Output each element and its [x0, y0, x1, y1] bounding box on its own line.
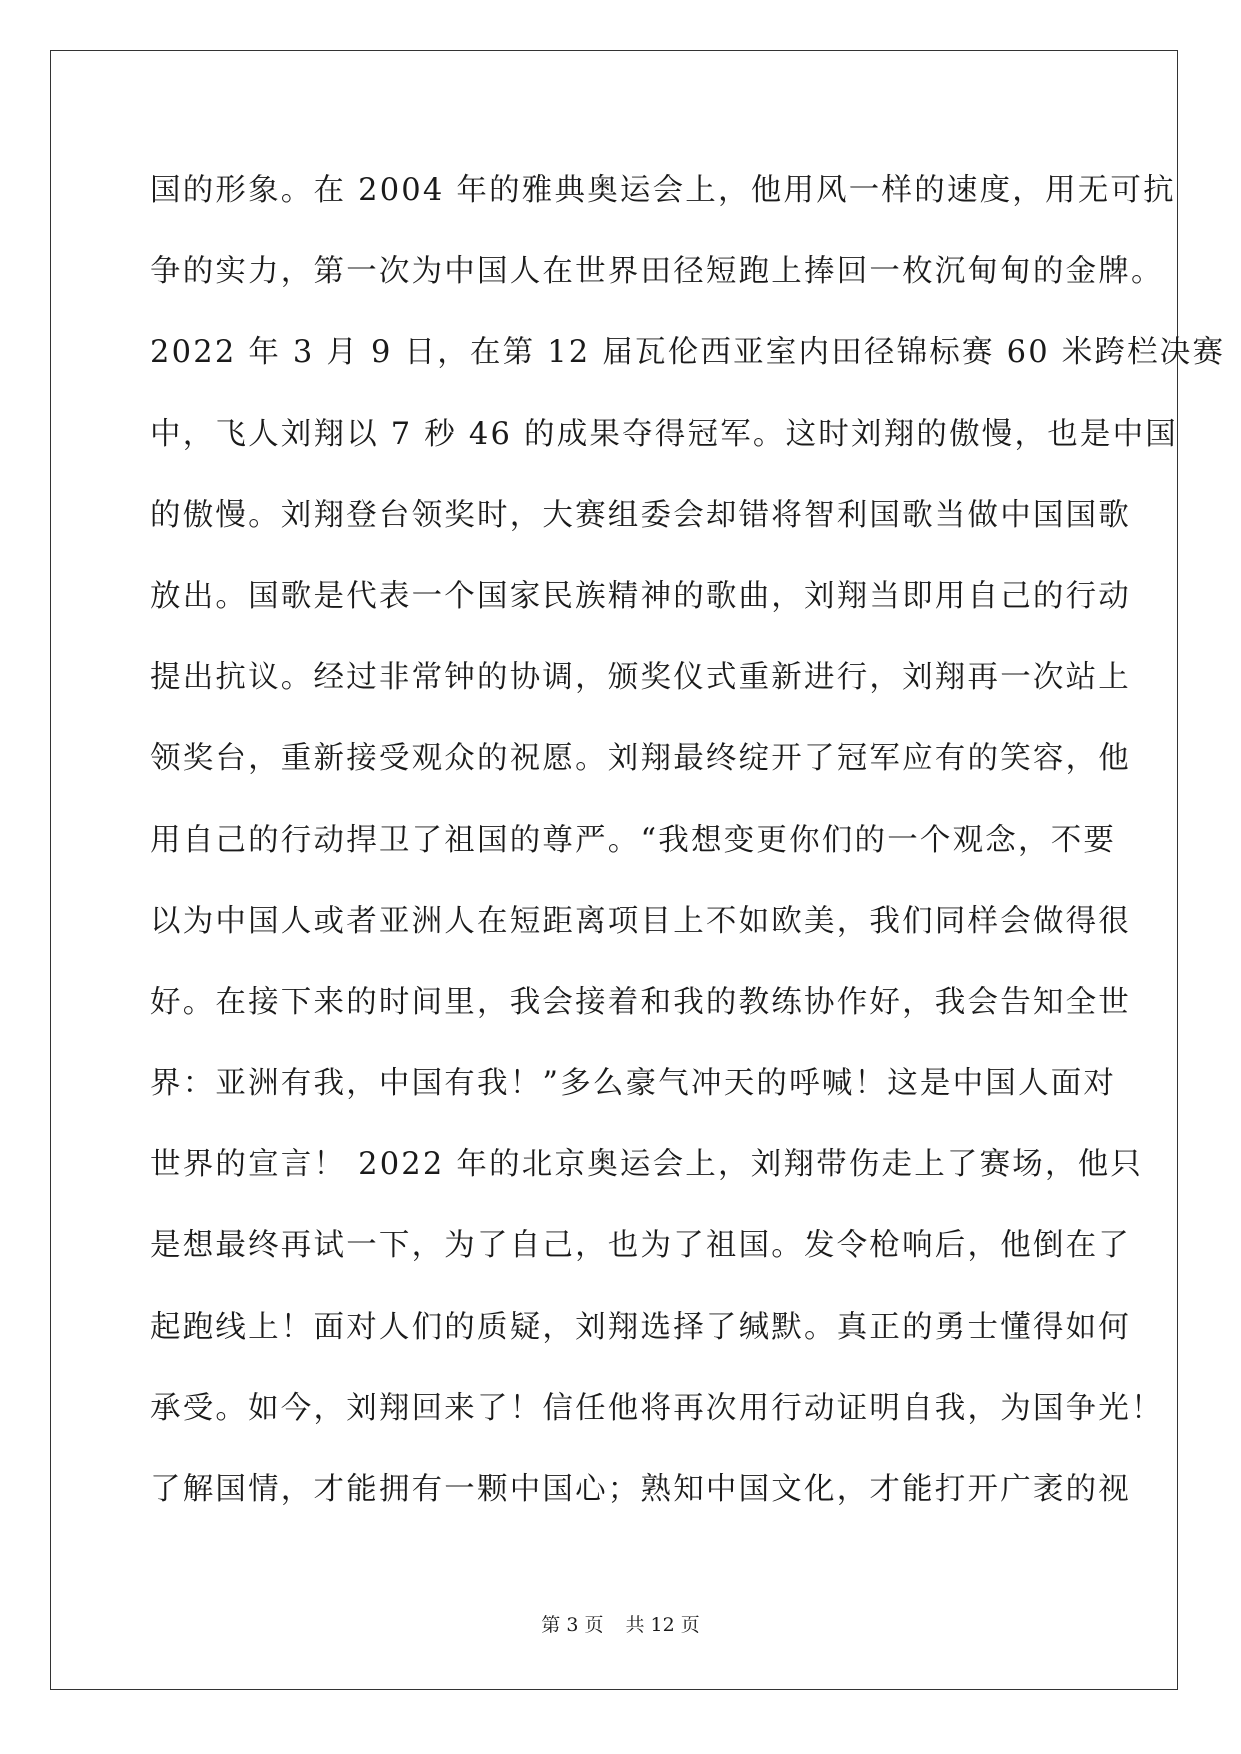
text-line: 承受。如今，刘翔回来了！信任他将再次用行动证明自我，为国争光！: [150, 1390, 1164, 1426]
text-line: 了解国情，才能拥有一颗中国心；熟知中国文化，才能打开广袤的视: [150, 1472, 1131, 1507]
page-total: 共 12 页: [625, 1614, 700, 1636]
text-line: 起跑线上！面对人们的质疑，刘翔选择了缄默。真正的勇士懂得如何: [150, 1309, 1131, 1345]
text-line: 领奖台，重新接受观众的祝愿。刘翔最终绽开了冠军应有的笑容，他: [150, 741, 1131, 777]
page-number: 第 3 页: [541, 1614, 604, 1636]
text-line: 放出。国歌是代表一个国家民族精神的歌曲，刘翔当即用自己的行动: [150, 578, 1131, 614]
text-line: 好。在接下来的时间里，我会接着和我的教练协作好，我会告知全世: [150, 984, 1131, 1020]
body-text: [150, 163, 1226, 1543]
text-line: 中，飞人刘翔以 7 秒 46 的成果夺得冠军。这时刘翔的傲慢，也是中国: [150, 416, 1178, 452]
page-footer: [0, 1610, 1241, 1637]
text-line: 国的形象。在 2004 年的雅典奥运会上，他用风一样的速度，用无可抗: [150, 173, 1176, 208]
text-line: 是想最终再试一下，为了自己，也为了祖国。发令枪响后，他倒在了: [150, 1228, 1131, 1264]
text-line: 以为中国人或者亚洲人在短距离项目上不如欧美，我们同样会做得很: [150, 903, 1131, 939]
text-line: 的傲慢。刘翔登台领奖时，大赛组委会却错将智利国歌当做中国国歌: [150, 497, 1131, 533]
text-line: 2022 年 3 月 9 日，在第 12 届瓦伦西亚室内田径锦标赛 60 米跨栏决赛: [150, 335, 1226, 371]
text-line: 用自己的行动捍卫了祖国的尊严。“我想变更你们的一个观念，不要: [150, 822, 1117, 858]
text-line: 界：亚洲有我，中国有我！”多么豪气冲天的呼喊！这是中国人面对: [150, 1066, 1117, 1102]
text-line: 争的实力，第一次为中国人在世界田径短跑上捧回一枚沉甸甸的金牌。: [150, 254, 1164, 290]
text-line: 提出抗议。经过非常钟的协调，颁奖仪式重新进行，刘翔再一次站上: [150, 660, 1131, 696]
text-line: 世界的宣言！ 2022 年的北京奥运会上，刘翔带伤走上了赛场，他只: [150, 1147, 1144, 1183]
